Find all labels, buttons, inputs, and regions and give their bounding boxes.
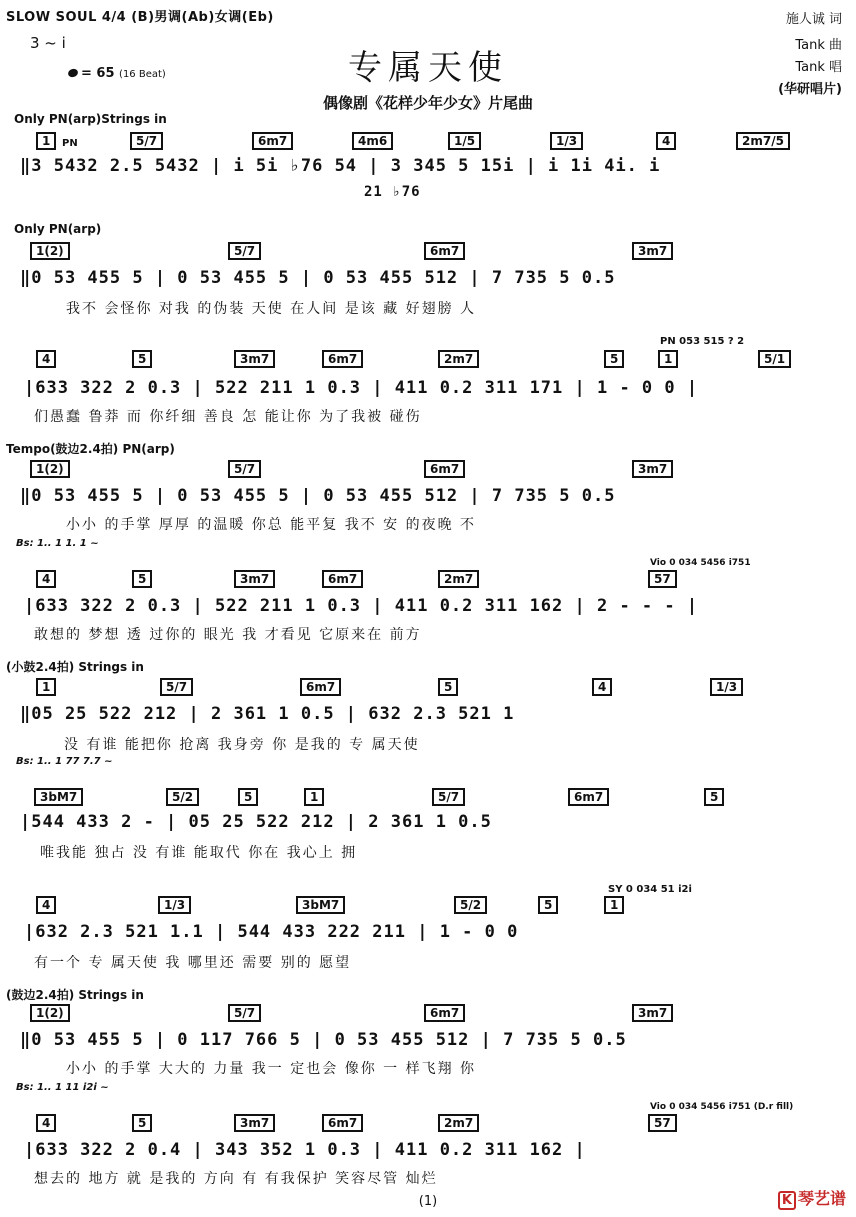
notation-line: |632 2.3 521 1.1 | 544 433 222 211 | 1 - 0 0 (24, 922, 519, 942)
section-label: (鼓边2.4拍) Strings in (6, 988, 144, 1002)
lyric-line: 想去的 地方 就 是我的 方向 有 有我保护 笑容尽管 灿烂 (34, 1171, 438, 1187)
bass-line: Bs: 1.. 1 11 i2i ~ (16, 1082, 109, 1093)
style-line: SLOW SOUL 4/4 (B)男调(Ab)女调(Eb) (6, 10, 274, 25)
lyric-line: 没 有谁 能把你 抢离 我身旁 你 是我的 专 属天使 (64, 737, 420, 753)
chord-symbol: 1 (304, 788, 324, 806)
chord-symbol: 2m7/5 (736, 132, 790, 150)
chord-symbol: 6m7 (322, 1114, 363, 1132)
chord-symbol: 6m7 (252, 132, 293, 150)
chord-symbol: 3bM7 (34, 788, 83, 806)
chord-symbol: 4 (36, 570, 56, 588)
notation-line: |633 322 2 0.3 | 522 211 1 0.3 | 411 0.2 311 171 | 1 - 0 0 | (24, 378, 699, 398)
chord-symbol: 1(2) (30, 242, 70, 260)
lyric-line: 敢想的 梦想 透 过你的 眼光 我 才看见 它原来在 前方 (34, 627, 422, 643)
chord-symbol: 5/7 (160, 678, 193, 696)
performance-note: SY 0 034 51 i2i (608, 884, 692, 895)
lyric-line: 我不 会怪你 对我 的伪装 天使 在人间 是该 藏 好翅膀 人 (66, 301, 477, 317)
chord-symbol: 57 (648, 1114, 677, 1132)
tempo-value: = 65 (81, 66, 115, 81)
chord-symbol: 5 (604, 350, 624, 368)
page-subtitle: 偶像剧《花样少年少女》片尾曲 (322, 94, 533, 112)
chord-symbol: 4 (592, 678, 612, 696)
chord-symbol: 1(2) (30, 460, 70, 478)
chord-symbol: 4 (656, 132, 676, 150)
lyric-line: 小小 的手掌 厚厚 的温暖 你总 能平复 我不 安 的夜晚 不 (66, 517, 477, 533)
chord-symbol: 5/2 (454, 896, 487, 914)
tempo-note: (16 Beat) (119, 69, 166, 80)
chord-symbol: 5 (538, 896, 558, 914)
section-label: Tempo(鼓边2.4拍) PN(arp) (6, 442, 175, 456)
chord-symbol: 3bM7 (296, 896, 345, 914)
chord-symbol: 1/3 (550, 132, 583, 150)
chord-symbol: 6m7 (322, 350, 363, 368)
notation-line: ‖0 53 455 5 | 0 53 455 5 | 0 53 455 512 | 7 735 5 0.5 (20, 486, 616, 506)
page-title: 专属天使 (348, 48, 508, 88)
chord-symbol: 5/7 (228, 1004, 261, 1022)
credit-lyricist: 施人诚 词 (785, 12, 842, 27)
chord-symbol: 4 (36, 350, 56, 368)
chord-symbol: 1/3 (710, 678, 743, 696)
notation-line: ‖0 53 455 5 | 0 117 766 5 | 0 53 455 512 | 7 735 5 0.5 (20, 1030, 627, 1050)
chord-symbol: 5/7 (130, 132, 163, 150)
chord-symbol: 5 (132, 570, 152, 588)
section-label: Only PN(arp) (14, 222, 102, 236)
section-label: (小鼓2.4拍) Strings in (6, 660, 144, 674)
notation-line: |633 322 2 0.3 | 522 211 1 0.3 | 411 0.2 311 162 | 2 - - - | (24, 596, 699, 616)
chord-symbol: 6m7 (568, 788, 609, 806)
chord-symbol: 3m7 (632, 460, 673, 478)
chord-symbol: 2m7 (438, 570, 479, 588)
chord-symbol: 1/5 (448, 132, 481, 150)
chord-symbol: 5 (132, 1114, 152, 1132)
notation-sub-line: 21 ♭76 (364, 184, 421, 200)
notation-line: ‖05 25 522 212 | 2 361 1 0.5 | 632 2.3 521 1 (20, 704, 515, 724)
chord-symbol: 6m7 (322, 570, 363, 588)
chord-symbol: 2m7 (438, 350, 479, 368)
chord-symbol: 6m7 (424, 242, 465, 260)
logo-icon: K (778, 1191, 796, 1210)
chord-symbol: 5 (704, 788, 724, 806)
credit-composer: Tank 曲 (795, 38, 842, 53)
notation-line: |544 433 2 - | 05 25 522 212 | 2 361 1 0.5 (20, 812, 492, 832)
performance-note: PN (62, 138, 78, 149)
key-line: 3 ~ i (30, 34, 66, 52)
performance-note: Vio 0 034 5456 i751 (D.r fill) (650, 1102, 794, 1112)
lyric-line: 们愚蠢 鲁莽 而 你纤细 善良 怎 能让你 为了我被 碰伤 (34, 409, 422, 425)
bass-line: Bs: 1.. 1 77 7.7 ~ (16, 756, 113, 767)
chord-symbol: 5/7 (432, 788, 465, 806)
chord-symbol: 1(2) (30, 1004, 70, 1022)
chord-symbol: 3m7 (234, 1114, 275, 1132)
chord-symbol: 5/1 (758, 350, 791, 368)
lyric-line: 有一个 专 属天使 我 哪里还 需要 别的 愿望 (34, 955, 352, 971)
notation-line: |633 322 2 0.4 | 343 352 1 0.3 | 411 0.2 311 162 | (24, 1140, 586, 1160)
chord-symbol: 1 (36, 132, 56, 150)
chord-symbol: 1 (604, 896, 624, 914)
chord-symbol: 1/3 (158, 896, 191, 914)
chord-symbol: 1 (658, 350, 678, 368)
chord-symbol: 5 (132, 350, 152, 368)
chord-symbol: 6m7 (424, 460, 465, 478)
chord-symbol: 3m7 (234, 570, 275, 588)
chord-symbol: 3m7 (234, 350, 275, 368)
chord-symbol: 5 (438, 678, 458, 696)
credit-label: (华研唱片) (778, 82, 842, 97)
chord-symbol: 3m7 (632, 242, 673, 260)
lyric-line: 小小 的手掌 大大的 力量 我一 定也会 像你 一 样飞翔 你 (66, 1061, 477, 1077)
chord-symbol: 2m7 (438, 1114, 479, 1132)
chord-symbol: 6m7 (424, 1004, 465, 1022)
chord-symbol: 5 (238, 788, 258, 806)
chord-symbol: 3m7 (632, 1004, 673, 1022)
performance-note: Vio 0 034 5456 i751 (650, 558, 751, 568)
chord-symbol: 57 (648, 570, 677, 588)
chord-symbol: 5/7 (228, 242, 261, 260)
page-number: (1) (418, 1194, 438, 1209)
chord-symbol: 5/2 (166, 788, 199, 806)
chord-symbol: 1 (36, 678, 56, 696)
section-label: Only PN(arp)Strings in (14, 112, 167, 126)
site-logo (778, 1186, 846, 1210)
notation-line: ‖3 5432 2.5 5432 | i 5i ♭76 54 | 3 345 5 15i | i 1i 4i. i (20, 156, 661, 176)
chord-symbol: 6m7 (300, 678, 341, 696)
chord-symbol: 4 (36, 1114, 56, 1132)
notation-line: ‖0 53 455 5 | 0 53 455 5 | 0 53 455 512 | 7 735 5 0.5 (20, 268, 616, 288)
credit-singer: Tank 唱 (795, 60, 842, 75)
performance-note: PN 053 515 ? 2 (660, 336, 745, 347)
logo-text: 琴艺谱 (797, 1189, 846, 1208)
chord-symbol: 5/7 (228, 460, 261, 478)
chord-symbol: 4m6 (352, 132, 393, 150)
bass-line: Bs: 1.. 1 1. 1 ~ (16, 538, 99, 549)
chord-symbol: 4 (36, 896, 56, 914)
lyric-line: 唯我能 独占 没 有谁 能取代 你在 我心上 拥 (40, 845, 358, 861)
